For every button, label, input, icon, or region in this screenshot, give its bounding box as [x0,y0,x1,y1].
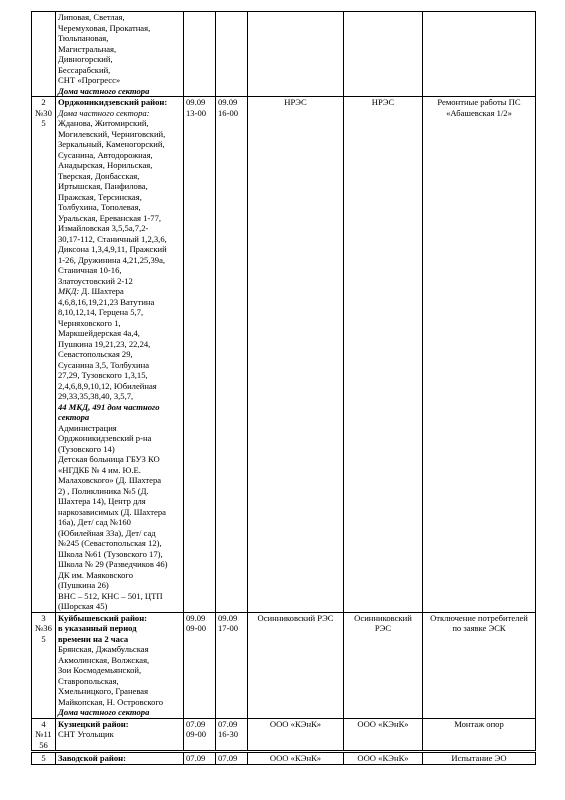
content-line: Администрация [58,422,117,433]
content-line: Иртышская, Панфилова, [58,181,148,191]
content-line: Дома частного сектора: [58,107,150,118]
start-date: 09.09 [186,97,206,107]
end-cell [216,718,248,752]
end-date: 09.09 [218,97,238,107]
table-row [32,612,536,718]
row-number: 3 [41,612,46,623]
content-line: Дома частного сектора [58,85,150,96]
start-cell [184,752,216,765]
row-number: 5 [41,753,46,763]
content-line: (Юбилейная 33а), Дет/ сад [58,527,156,538]
content-line: Диксона 1,3,4,9,11, Пражский [58,244,167,254]
content-line: Черняховского 1, [58,317,121,328]
organization-cell: НРЭС [248,97,344,613]
row-number-cell [32,612,56,718]
content-line: 8,10,12,14, Герцена 5,7, [58,307,144,317]
content-line: Школа № 29 (Разведчиков 46) [58,559,168,569]
request-id: №305 [35,107,52,128]
mkd-text: Д. Шахтера [79,286,124,296]
content-line: Брянская, Джамбульская [58,644,149,654]
content-line: 44 МКД, 491 дом частного [58,401,160,412]
content-line: времени на 2 часа [58,633,129,644]
organization-cell: Осинниковский РЭС [248,612,344,718]
responsible-org-cell: ООО «КЭнК» [344,752,423,765]
content-line: 1-26, Дружинина 4,21,25,39а, [58,254,166,265]
organization-cell: ООО «КЭнК» [248,752,344,765]
reason-cell: Ремонтные работы ПС «Абашевская 1/2» [423,97,536,613]
content-line: (Тузовского 14) [58,443,115,454]
responsible-org-cell: ООО «КЭнК» [344,718,423,752]
start-time: 09-00 [186,623,207,633]
content-line: №245 (Севастопольская 12), [58,538,162,548]
row-number-cell [32,97,56,613]
content-line: Орджоникидзевский р-на [58,433,152,443]
content-line: наркозависимых (Д. Шахтера [58,506,166,517]
content-line: 16а), Дет/ сад №160 [58,517,131,527]
content-line: Зои Космодемьянской, [58,665,142,675]
content-line: Шахтера 14), Центр для [58,496,146,506]
content-line: Кузнецкий район: [58,718,129,729]
content-line: ВНС – 512, КНС – 501, ЦТП [58,590,163,601]
row-number-cell [32,752,56,765]
content-line: Малаховского» (Д. Шахтера [58,475,162,485]
table-row [32,12,536,97]
reason-cell [423,12,536,97]
organization-cell [248,12,344,97]
end-time: 16-30 [218,729,239,739]
content-line: Тюльпановая, [58,33,109,43]
content-line: 2,4,6,8,9,10,12, Юбилейная [58,380,157,391]
content-line: Куйбышевский район: [58,612,148,623]
location-cell [56,12,184,97]
reason-cell: Монтаж опор [423,718,536,752]
content-line: в указанный период [58,623,137,633]
content-line: Пражская, Терсинская, [58,191,142,202]
content-line: Пушкина 19,21,23, 22,24, [58,338,151,349]
responsible-org-cell: НРЭС [344,97,423,613]
location-cell [56,752,184,765]
reason-cell: Отключение потребителей по заявке ЭСК [423,612,536,718]
content-line: ДК им. Маяковского [58,569,133,580]
content-line: Толбухина, Тополевая, [58,202,141,212]
content-line: 29,33,35,38,40, 3,5,7, [58,391,134,401]
content-line: 2) , Поликлиника №5 (Д. [58,485,149,496]
start-time: 13-00 [186,107,207,118]
content-line: СНТ «Прогресс» [58,75,121,85]
content-line: Липовая, Светлая, [58,12,125,22]
start-cell [184,12,216,97]
content-line: Анадырская, Норильская, [58,160,153,170]
content-line: Уральская, Ереванская 1-77, [58,212,162,223]
content-line: сектора [58,412,90,422]
end-cell [216,612,248,718]
start-cell [184,612,216,718]
end-cell [216,97,248,613]
content-line [58,286,181,297]
responsible-org-cell: Осинниковский РЭС [344,612,423,718]
end-date: 07.09 [218,718,238,729]
content-line: 27,29, Тузовского 1,3,15, [58,370,148,380]
content-line: Магистральная, [58,43,117,54]
end-date: 09.09 [218,612,238,623]
content-line: (Пушкина 26) [58,580,109,590]
table-row [32,752,536,765]
start-date: 07.09 [186,753,206,763]
start-time: 09-00 [186,729,207,739]
row-number: 4 [41,718,46,729]
content-line: Хмельницкого, Граневая [58,686,149,696]
content-line: Златоустовский 2-12 [58,275,133,286]
content-line: Майкопская, Н. Островского [58,696,164,707]
row-number: 2 [41,97,46,107]
content-line: Акмолинская, Волжская, [58,654,150,665]
content-line: (Шорская 45) [58,601,108,611]
end-time: 16-00 [218,107,239,118]
location-cell [56,612,184,718]
content-line: Маркшейдерская 4а,4, [58,328,140,338]
content-line: Севастопольская 29, [58,349,133,359]
content-line: Могилевский, Черниговский, [58,128,166,139]
content-line: Зеркальный, Каменогорский, [58,139,165,149]
content-line: Бессарабский, [58,64,111,75]
content-line: Орджоникидзевский район: [58,97,168,107]
request-id: №365 [35,623,52,644]
end-time: 17-00 [218,623,239,633]
content-line: Ставропольская, [58,675,119,686]
content-line: Дома частного сектора [58,707,150,717]
content-line: 4,6,8,16,19,21,23 Ватутина [58,296,155,307]
table-row [32,97,536,613]
row-number-cell [32,718,56,752]
table-row [32,718,536,752]
reason-cell: Испытание ЭО [423,752,536,765]
content-line: Дивногорский, [58,54,113,64]
location-cell [56,718,184,752]
mkd-label: МКД: [58,286,80,296]
request-id: №1156 [35,729,52,750]
content-line: Заводской район: [58,753,126,763]
location-cell [56,97,184,613]
end-cell [216,12,248,97]
content-line: Тверская, Донбасская, [58,170,140,181]
organization-cell: ООО «КЭнК» [248,718,344,752]
content-line: Детская больница ГБУЗ КО [58,454,160,464]
content-line: Жданова, Житомирский, [58,118,149,128]
start-cell [184,97,216,613]
content-line: Станичная 10-16, [58,265,122,275]
responsible-org-cell [344,12,423,97]
content-line: Черемуховая, Прокатная, [58,22,151,33]
outage-table [31,11,536,765]
content-line: 30,17-112, Станичный 1,2,3,6, [58,233,167,244]
start-date: 09.09 [186,612,206,623]
content-line: Измайловская 3,5,5а,7,2- [58,223,149,233]
content-line: Сусанина 3,5, Толбухина [58,359,150,370]
content-line: Школа №61 (Тузовского 17), [58,548,163,559]
end-cell [216,752,248,765]
end-date: 07.09 [218,753,238,763]
start-cell [184,718,216,752]
content-line: СНТ Угольщик [58,729,114,739]
content-line: Сусанина, Автодорожная, [58,149,153,160]
row-number-cell [32,12,56,97]
content-line: «НГДКБ № 4 им. Ю.Е. [58,464,141,475]
start-date: 07.09 [186,718,206,729]
